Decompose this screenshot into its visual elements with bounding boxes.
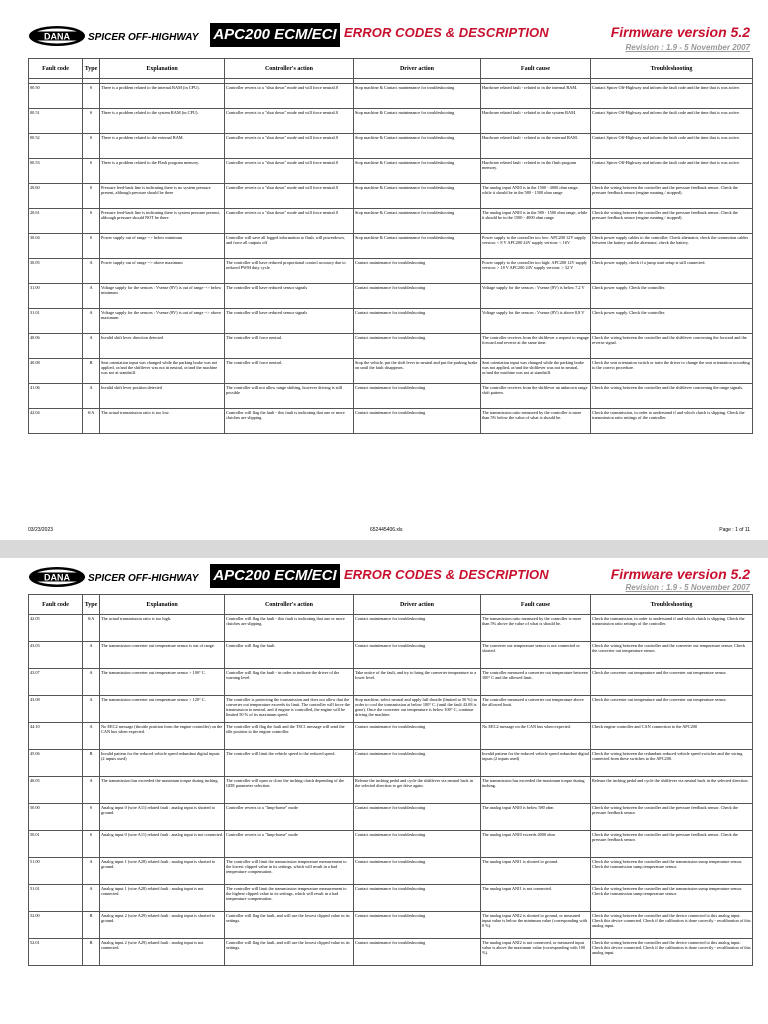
- controller-action-cell: Controller reverts to a "shut down" mode and will force neutral.0: [225, 84, 354, 109]
- footer-file: 652445406.xls: [370, 527, 403, 533]
- revision: Revision : 1.9 - 5 November 2007: [625, 43, 750, 52]
- troubleshooting-cell: Check power supply. Check the controller.: [591, 309, 753, 334]
- driver-action-cell: Take notice of the fault, and try to bring the converter temperature to a lower level.: [354, 669, 481, 696]
- fault-cause-cell: Power supply to the controller too low: APC200 12V supply version: < 8 V APC200 24V supply version: < 16V: [481, 234, 591, 259]
- table-header-row: [29, 595, 753, 615]
- troubleshooting-cell: Check power supply cables to the controller. Check alternator, check the connection cables between the battery and the alternator, check the battery.: [591, 234, 753, 259]
- fault-code-cell: 43.03: [29, 642, 83, 669]
- fault-code-cell: 30.05: [29, 259, 83, 284]
- explanation-cell: There is a problem related to the Flash program memory.: [100, 159, 225, 184]
- troubleshooting-cell: Check the wiring between the controller and the device connected to this analog input. Check this device connected. Check if the calibration is done correctly - recalibration of this analog input.: [591, 912, 753, 939]
- controller-action-cell: Controller reverts to a "shut down" mode and will force neutral.0: [225, 109, 354, 134]
- page-header: [0, 0, 768, 60]
- controller-action-cell: The controller will not allow range shifting, however driving is still possible: [225, 384, 354, 409]
- fault-cause-cell: Seat orientation input was changed while the parking brake was not applied, or/and the shiftlever was not in neutral, or/and the machine was not at standstill.: [481, 359, 591, 384]
- table-row: [29, 359, 753, 384]
- col-header-driver-action: Driver action: [354, 595, 481, 615]
- fault-cause-cell: The controller receives from the shiftlever a request to engage forward and reverse at the same time.: [481, 334, 591, 359]
- fault-cause-cell: The analog input ANI2 is shorted to ground, or measured input value is below the minimum value (corresponding with 0 %).: [481, 912, 591, 939]
- footer-date: 03/23/2023: [28, 527, 54, 533]
- controller-action-cell: Controller reverts to a "limp-home" mode: [225, 804, 354, 831]
- troubleshooting-cell: Contact Spicer Off-Highway and inform the fault code and the time that is was active.: [591, 134, 753, 159]
- explanation-cell: Analog input 0 (wire A11) related fault : analog input is not connected.: [100, 831, 225, 858]
- fault-code-cell: 44.10: [29, 723, 83, 750]
- explanation-cell: The transmission converter out temperature sensor is out of range.: [100, 642, 225, 669]
- fault-code-cell: 45.06: [29, 750, 83, 777]
- controller-action-cell: Controller will flag the fault - this fault is indicating that one or more clutches are slipping.: [225, 409, 354, 434]
- type-cell: A: [83, 723, 100, 750]
- controller-action-cell: Controller reverts to a "shut down" mode and will force neutral.0: [225, 209, 354, 234]
- type-cell: S: [83, 209, 100, 234]
- fault-code-cell: 46.05: [29, 777, 83, 804]
- fault-code-cell: 31.00: [29, 284, 83, 309]
- driver-action-cell: Contact maintenance for troubleshooting: [354, 885, 481, 912]
- table-row: [29, 334, 753, 359]
- fault-cause-cell: The controller measured a converter out temperature above the allowed limit.: [481, 696, 591, 723]
- type-cell: S: [83, 804, 100, 831]
- controller-action-cell: The controller will limit the vehicle speed to the reduced speed.: [225, 750, 354, 777]
- troubleshooting-cell: Check the wiring between the controller and the pressure feedback sensor. Check the pressure feedback sensor.: [591, 804, 753, 831]
- brand-text: DANA: [44, 31, 70, 42]
- fault-code-cell: 30.04: [29, 234, 83, 259]
- fault-code-cell: 00.52: [29, 134, 83, 159]
- table-row: [29, 284, 753, 309]
- driver-action-cell: Contact maintenance for troubleshooting: [354, 384, 481, 409]
- troubleshooting-cell: Check engine controller and CAN connection to the APC200: [591, 723, 753, 750]
- driver-action-cell: Contact maintenance for troubleshooting: [354, 939, 481, 966]
- driver-action-cell: Contact maintenance for troubleshooting: [354, 259, 481, 284]
- controller-action-cell: Controller reverts to a "limp-home" mode: [225, 831, 354, 858]
- brand-text: DANA: [44, 572, 70, 583]
- table-row: [29, 696, 753, 723]
- fault-code-cell: 51.01: [29, 885, 83, 912]
- table-body: [29, 615, 753, 966]
- troubleshooting-cell: Check the wiring between the controller and the shiftlever concerning the range signals.: [591, 384, 753, 409]
- troubleshooting-cell: Check power supply. Check the controller.: [591, 284, 753, 309]
- table-row: [29, 804, 753, 831]
- table-row: [29, 159, 753, 184]
- type-cell: B: [83, 912, 100, 939]
- explanation-cell: Analog input 0 (wire A11) related fault : analog input is shorted to ground.: [100, 804, 225, 831]
- explanation-cell: The actual transmission ratio is too low.: [100, 409, 225, 434]
- table-row: [29, 234, 753, 259]
- fault-cause-cell: Power supply to the controller too high: APC200 12V supply version: > 18 V APC200 24V supply version: > 32 V: [481, 259, 591, 284]
- table-row: [29, 384, 753, 409]
- driver-action-cell: Contact maintenance for troubleshooting: [354, 723, 481, 750]
- table-row: [29, 750, 753, 777]
- controller-action-cell: The controller will limit the transmission temperature measurement to the lowest clipped value in its settings, which will result in a bad temperature compensation.: [225, 858, 354, 885]
- table-row: [29, 409, 753, 434]
- explanation-cell: Analog input 1 (wire A28) related fault : analog input is not connected.: [100, 885, 225, 912]
- fault-cause-cell: The controller measured a converter out temperature between 100° C and the allowed limit.: [481, 669, 591, 696]
- table-row: [29, 615, 753, 642]
- driver-action-cell: Stop machine & Contact maintenance for troubleshooting: [354, 159, 481, 184]
- fault-code-cell: 20.61: [29, 209, 83, 234]
- driver-action-cell: Contact maintenance for troubleshooting: [354, 831, 481, 858]
- driver-action-cell: Contact maintenance for troubleshooting: [354, 309, 481, 334]
- explanation-cell: The transmission converter out temperature sensor > 100° C.: [100, 669, 225, 696]
- table-row: [29, 858, 753, 885]
- explanation-cell: There is a problem related to the external RAM.: [100, 134, 225, 159]
- table-row: [29, 309, 753, 334]
- troubleshooting-cell: Check power supply, check if a jump start setup is still connected.: [591, 259, 753, 284]
- troubleshooting-cell: Check the converter out temperature and the converter out temperature sensor.: [591, 669, 753, 696]
- driver-action-cell: Contact maintenance for troubleshooting: [354, 409, 481, 434]
- driver-action-cell: Contact maintenance for troubleshooting: [354, 750, 481, 777]
- troubleshooting-cell: Check the wiring between the controller and the pressure feedback sensor. Check the pressure feedback sensor.: [591, 831, 753, 858]
- table-row: [29, 184, 753, 209]
- explanation-cell: Voltage supply for the sensors : Vsense (8V) is out of range --> above maximum: [100, 309, 225, 334]
- driver-action-cell: Contact maintenance for troubleshooting: [354, 912, 481, 939]
- fault-code-cell: 00.50: [29, 84, 83, 109]
- col-header-driver-action: Driver action: [354, 59, 481, 79]
- fault-cause-cell: The converter out temperature sensor is not connected or shorted.: [481, 642, 591, 669]
- fault-code-cell: 20.60: [29, 184, 83, 209]
- driver-action-cell: Stop machine & Contact maintenance for troubleshooting: [354, 109, 481, 134]
- type-cell: S: [83, 184, 100, 209]
- explanation-cell: Analog input 2 (wire A29) related fault : analog input is shorted to ground.: [100, 912, 225, 939]
- explanation-cell: Power supply out of range --> below minimum: [100, 234, 225, 259]
- troubleshooting-cell: Check the wiring between the controller and the transmission sump temperature sensor. Check the transmission sump temperature sensor.: [591, 858, 753, 885]
- type-cell: S: [83, 831, 100, 858]
- table-row: [29, 109, 753, 134]
- explanation-cell: No EEC2 message (throttle position from the engine controller) on the CAN bus when expected.: [100, 723, 225, 750]
- driver-action-cell: Contact maintenance for troubleshooting: [354, 858, 481, 885]
- col-header-troubleshooting: Troubleshooting: [591, 59, 753, 79]
- controller-action-cell: Controller will save all logged information to flash, will powerdown, and force all outputs off: [225, 234, 354, 259]
- table-row: [29, 669, 753, 696]
- type-cell: A: [83, 384, 100, 409]
- brand-subtitle: SPICER OFF-HIGHWAY: [88, 573, 199, 584]
- controller-action-cell: Controller reverts to a "shut down" mode and will force neutral.0: [225, 134, 354, 159]
- col-header-explanation: Explanation: [100, 59, 225, 79]
- model-label: APC200 ECM/ECI: [210, 23, 340, 47]
- table-row: [29, 885, 753, 912]
- col-header-fault-cause: Fault cause: [481, 595, 591, 615]
- explanation-cell: There is a problem related to the internal RAM (in CPU).: [100, 84, 225, 109]
- fault-cause-cell: The transmission has exceeded the maximum torque during inching.: [481, 777, 591, 804]
- table-row: [29, 642, 753, 669]
- troubleshooting-cell: Contact Spicer Off-Highway and inform the fault code and the time that is was active.: [591, 109, 753, 134]
- driver-action-cell: Stop machine & Contact maintenance for troubleshooting: [354, 184, 481, 209]
- type-cell: B: [83, 359, 100, 384]
- revision: Revision : 1.9 - 5 November 2007: [625, 583, 750, 592]
- type-cell: A: [83, 669, 100, 696]
- controller-action-cell: Controller reverts to a "shut down" mode and will force neutral.0: [225, 159, 354, 184]
- table-row: [29, 209, 753, 234]
- table-row: [29, 84, 753, 109]
- table-row: [29, 259, 753, 284]
- explanation-cell: Pressure feed-back line is indicating there is no system pressure present, although pressure should be there: [100, 184, 225, 209]
- driver-action-cell: Stop machine, select neutral and apply full throttle (limited to 50 %) in order to cool the transmission at below 100° C. (until the fault 43.08 is gone). Once the converter out temperature is below 100° C, continue driving the machine.: [354, 696, 481, 723]
- doc-title: ERROR CODES & DESCRIPTION: [344, 25, 549, 40]
- fault-cause-cell: The analog input ANI2 is not connected, or measured input value is above the maximum value (corresponding with 100 %).: [481, 939, 591, 966]
- fault-code-cell: 50.01: [29, 831, 83, 858]
- fault-cause-cell: Hardware related fault - related to in the system RAM.: [481, 109, 591, 134]
- fault-cause-cell: The transmission ratio measured by the controller is more than 5% below the value of what is should be.: [481, 409, 591, 434]
- troubleshooting-cell: Check the transmission, in order to understand if and which clutch is slipping. Check the transmission ratio settings of the controller.: [591, 615, 753, 642]
- fault-cause-cell: The analog input ANI0 is below 580 ohm: [481, 804, 591, 831]
- col-header-explanation: Explanation: [100, 595, 225, 615]
- table-row: [29, 912, 753, 939]
- driver-action-cell: Stop machine & Contact maintenance for troubleshooting: [354, 134, 481, 159]
- fault-cause-cell: The analog input ANI1 is shorted to ground.: [481, 858, 591, 885]
- controller-action-cell: The controller will force neutral.: [225, 359, 354, 384]
- troubleshooting-cell: Check the wiring between the controller and the pressure feedback sensor. Check the pressure feedback sensor (engine running / stopped).: [591, 209, 753, 234]
- fault-cause-cell: Hardware related fault - related to in the external RAM.: [481, 134, 591, 159]
- fault-cause-cell: No EEC2 message on the CAN bus when expected.: [481, 723, 591, 750]
- controller-action-cell: Controller reverts to a "shut down" mode and will force neutral.0: [225, 184, 354, 209]
- fault-cause-cell: The analog input ANI0 is in the 580 - 1500 ohm range, while it should be in the 1500 - 4000 ohm range: [481, 209, 591, 234]
- fault-code-cell: 00.51: [29, 109, 83, 134]
- explanation-cell: Power supply out of range --> above maximum: [100, 259, 225, 284]
- type-cell: S: [83, 159, 100, 184]
- troubleshooting-cell: Check the wiring between the controller and the pressure feedback sensor. Check the pressure feedback sensor (engine running / stopped).: [591, 184, 753, 209]
- type-cell: A: [83, 334, 100, 359]
- type-cell: S/A: [83, 409, 100, 434]
- explanation-cell: Seat orientation input was changed while the parking brake was not applied, or/and the shiftlever was not in neutral, or/and the machine was not at standstill.: [100, 359, 225, 384]
- col-header-type: Type: [83, 59, 100, 79]
- col-header-controller-action: Controller's action: [225, 59, 354, 79]
- troubleshooting-cell: Contact Spicer Off-Highway and inform the fault code and the time that is was active.: [591, 84, 753, 109]
- table-row: [29, 939, 753, 966]
- driver-action-cell: Stop machine & Contact maintenance for troubleshooting: [354, 84, 481, 109]
- table-row: [29, 777, 753, 804]
- type-cell: A: [83, 309, 100, 334]
- page-separator: [0, 540, 768, 558]
- explanation-cell: Voltage supply for the sensors : Vsense (8V) is out of range --> below minimum: [100, 284, 225, 309]
- troubleshooting-cell: Check the wiring between the controller and the transmission sump temperature sensor. Check the transmission sump temperature sensor.: [591, 885, 753, 912]
- troubleshooting-cell: Check the wiring between the redundant reduced vehicle speed switches and the wiring connected from these switches to the APC200.: [591, 750, 753, 777]
- controller-action-cell: The controller will open or close the inching clutch depending of the GDE parameter selection.: [225, 777, 354, 804]
- fault-code-cell: 51.00: [29, 858, 83, 885]
- controller-action-cell: The controller will have reduced sensor signals: [225, 284, 354, 309]
- driver-action-cell: Contact maintenance for troubleshooting: [354, 284, 481, 309]
- table-row: [29, 134, 753, 159]
- doc-title: ERROR CODES & DESCRIPTION: [344, 567, 549, 582]
- controller-action-cell: The controller will limit the transmission temperature measurement to the highest clipped value in its settings, which will result in a bad temperature compensation.: [225, 885, 354, 912]
- type-cell: S: [83, 234, 100, 259]
- troubleshooting-cell: Check the wiring between the controller and the converter out temperature sensor. Check the converter out temperature sensor.: [591, 642, 753, 669]
- fault-cause-cell: The analog input ANI1 is not connected.: [481, 885, 591, 912]
- fault-cause-cell: The analog input ANI0 exceeds 4000 ohm: [481, 831, 591, 858]
- fault-code-cell: 41.06: [29, 384, 83, 409]
- col-header-controller-action: Controller's action: [225, 595, 354, 615]
- controller-action-cell: Controller will flag the fault - in order to indicate the driver of the warning level.: [225, 669, 354, 696]
- type-cell: S/A: [83, 615, 100, 642]
- fault-code-cell: 40.08: [29, 359, 83, 384]
- controller-action-cell: The controller will force neutral.: [225, 334, 354, 359]
- type-cell: A: [83, 858, 100, 885]
- type-cell: A: [83, 777, 100, 804]
- controller-action-cell: The controller is protecting the transmission and does not allow that the converter out temperature exceeds its limit. The controller will force the transmission to neutral, and if engine is controlled, the engine will be limited 50 % of its maximum speed.: [225, 696, 354, 723]
- model-label: APC200 ECM/ECI: [210, 564, 340, 588]
- table-header-row: [29, 59, 753, 79]
- type-cell: B: [83, 750, 100, 777]
- fault-cause-cell: Hardware related fault - related to in the internal RAM.: [481, 84, 591, 109]
- troubleshooting-cell: Check the converter out temperature and the converter out temperature sensor.: [591, 696, 753, 723]
- col-header-type: Type: [83, 595, 100, 615]
- controller-action-cell: Controller will flag the fault.: [225, 642, 354, 669]
- type-cell: S: [83, 134, 100, 159]
- fault-cause-cell: The transmission ratio measured by the controller is more than 5% above the value of what is should be.: [481, 615, 591, 642]
- fault-code-cell: 50.00: [29, 804, 83, 831]
- footer-page: Page : 1 of 11: [719, 527, 750, 533]
- type-cell: S: [83, 84, 100, 109]
- table-row: [29, 831, 753, 858]
- driver-action-cell: Contact maintenance for troubleshooting: [354, 615, 481, 642]
- dana-logo: [28, 25, 208, 47]
- col-header-fault-cause: Fault cause: [481, 59, 591, 79]
- col-header-fault-code: Fault code: [29, 595, 83, 615]
- col-header-fault-code: Fault code: [29, 59, 83, 79]
- explanation-cell: There is a problem related to the system RAM (in CPU).: [100, 109, 225, 134]
- controller-action-cell: Controller will flag the fault, and will use the lowest clipped value in its settings.: [225, 939, 354, 966]
- controller-action-cell: Controller will flag the fault, and will use the lowest clipped value in its settings.: [225, 912, 354, 939]
- firmware-version: Firmware version 5.2: [610, 566, 750, 582]
- troubleshooting-cell: Check the seat orientation switch or train the driver to change the seat orientation according to the correct procedure.: [591, 359, 753, 384]
- troubleshooting-cell: Check the transmission, in order to understand if and which clutch is slipping. Check the transmission ratio settings of the controller.: [591, 409, 753, 434]
- type-cell: B: [83, 939, 100, 966]
- fault-cause-cell: Voltage supply for the sensors : Vsense (8V) is above 8,8 V: [481, 309, 591, 334]
- troubleshooting-cell: Check the wiring between the controller and the shiftlever concerning the forward and the reverse signal.: [591, 334, 753, 359]
- error-codes-table: [28, 594, 753, 966]
- driver-action-cell: Contact maintenance for troubleshooting: [354, 804, 481, 831]
- brand-subtitle: SPICER OFF-HIGHWAY: [88, 32, 199, 43]
- driver-action-cell: Release the inching pedal and cycle the shiftlever via neutral back in the selected direction to get drive again.: [354, 777, 481, 804]
- controller-action-cell: The controller will have reduced proportional control accuracy due to reduced PWM duty cycle: [225, 259, 354, 284]
- fault-code-cell: 52.01: [29, 939, 83, 966]
- troubleshooting-cell: Release the inching pedal and cycle the shiftlever via neutral back in the selected direction.: [591, 777, 753, 804]
- type-cell: A: [83, 696, 100, 723]
- driver-action-cell: Contact maintenance for troubleshooting: [354, 642, 481, 669]
- page-2: [0, 558, 768, 1024]
- explanation-cell: Invalid pattern for the reduced vehicle speed redundant digital inputs (2 inputs used): [100, 750, 225, 777]
- dana-logo: [28, 566, 208, 588]
- fault-cause-cell: Invalid pattern for the reduced vehicle speed redundant digital inputs (2 inputs used): [481, 750, 591, 777]
- troubleshooting-cell: Contact Spicer Off-Highway and inform the fault code and the time that is was active.: [591, 159, 753, 184]
- fault-cause-cell: The analog input ANI0 is in the 1500 - 4000 ohm range, while it should be in the 580 - 1500 ohm range: [481, 184, 591, 209]
- fault-code-cell: 43.08: [29, 696, 83, 723]
- type-cell: A: [83, 885, 100, 912]
- driver-action-cell: Stop machine & Contact maintenance for troubleshooting: [354, 209, 481, 234]
- explanation-cell: Invalid shift lever position detected: [100, 384, 225, 409]
- fault-code-cell: 40.06: [29, 334, 83, 359]
- type-cell: A: [83, 284, 100, 309]
- firmware-version: Firmware version 5.2: [610, 24, 750, 40]
- fault-cause-cell: Voltage supply for the sensors : Vsense (8V) is below 7,2 V: [481, 284, 591, 309]
- error-codes-table: [28, 58, 753, 434]
- explanation-cell: Analog input 1 (wire A28) related fault : analog input is shorted to ground.: [100, 858, 225, 885]
- driver-action-cell: Stop machine & Contact maintenance for troubleshooting: [354, 234, 481, 259]
- fault-code-cell: 42.05: [29, 615, 83, 642]
- fault-cause-cell: Hardware related fault - related to in the flash program memory.: [481, 159, 591, 184]
- explanation-cell: The transmission converter out temperature sensor > 120° C.: [100, 696, 225, 723]
- explanation-cell: Pressure feed-back line is indicating there is system pressure present, although pressure should NOT be there: [100, 209, 225, 234]
- controller-action-cell: The controller will have reduced sensor signals: [225, 309, 354, 334]
- fault-code-cell: 00.53: [29, 159, 83, 184]
- explanation-cell: The transmission has exceeded the maximum torque during inching.: [100, 777, 225, 804]
- col-header-troubleshooting: Troubleshooting: [591, 595, 753, 615]
- driver-action-cell: Contact maintenance for troubleshooting: [354, 334, 481, 359]
- fault-code-cell: 42.04: [29, 409, 83, 434]
- fault-code-cell: 52.00: [29, 912, 83, 939]
- troubleshooting-cell: Check the wiring between the controller and the device connected to this analog input. Check this device connected. Check if the calibration is done correctly - recalibration of this analog input.: [591, 939, 753, 966]
- explanation-cell: The actual transmission ratio is too high.: [100, 615, 225, 642]
- type-cell: A: [83, 642, 100, 669]
- explanation-cell: Analog input 2 (wire A29) related fault : analog input is not connected.: [100, 939, 225, 966]
- table-row: [29, 723, 753, 750]
- driver-action-cell: Stop the vehicle, put the shift lever in neutral and put the parking brake on until the fault disappears.: [354, 359, 481, 384]
- fault-cause-cell: The controller receives from the shiftlever an unknown range shift pattern.: [481, 384, 591, 409]
- fault-code-cell: 31.01: [29, 309, 83, 334]
- explanation-cell: Invalid shift lever direction detected: [100, 334, 225, 359]
- type-cell: A: [83, 259, 100, 284]
- table-body: [29, 79, 753, 434]
- controller-action-cell: Controller will flag the fault - this fault is indicating that one or more clutches are slipping.: [225, 615, 354, 642]
- controller-action-cell: The controller will flag the fault and the TSC1 message will send the idle position to the engine controller.: [225, 723, 354, 750]
- fault-code-cell: 43.07: [29, 669, 83, 696]
- type-cell: S: [83, 109, 100, 134]
